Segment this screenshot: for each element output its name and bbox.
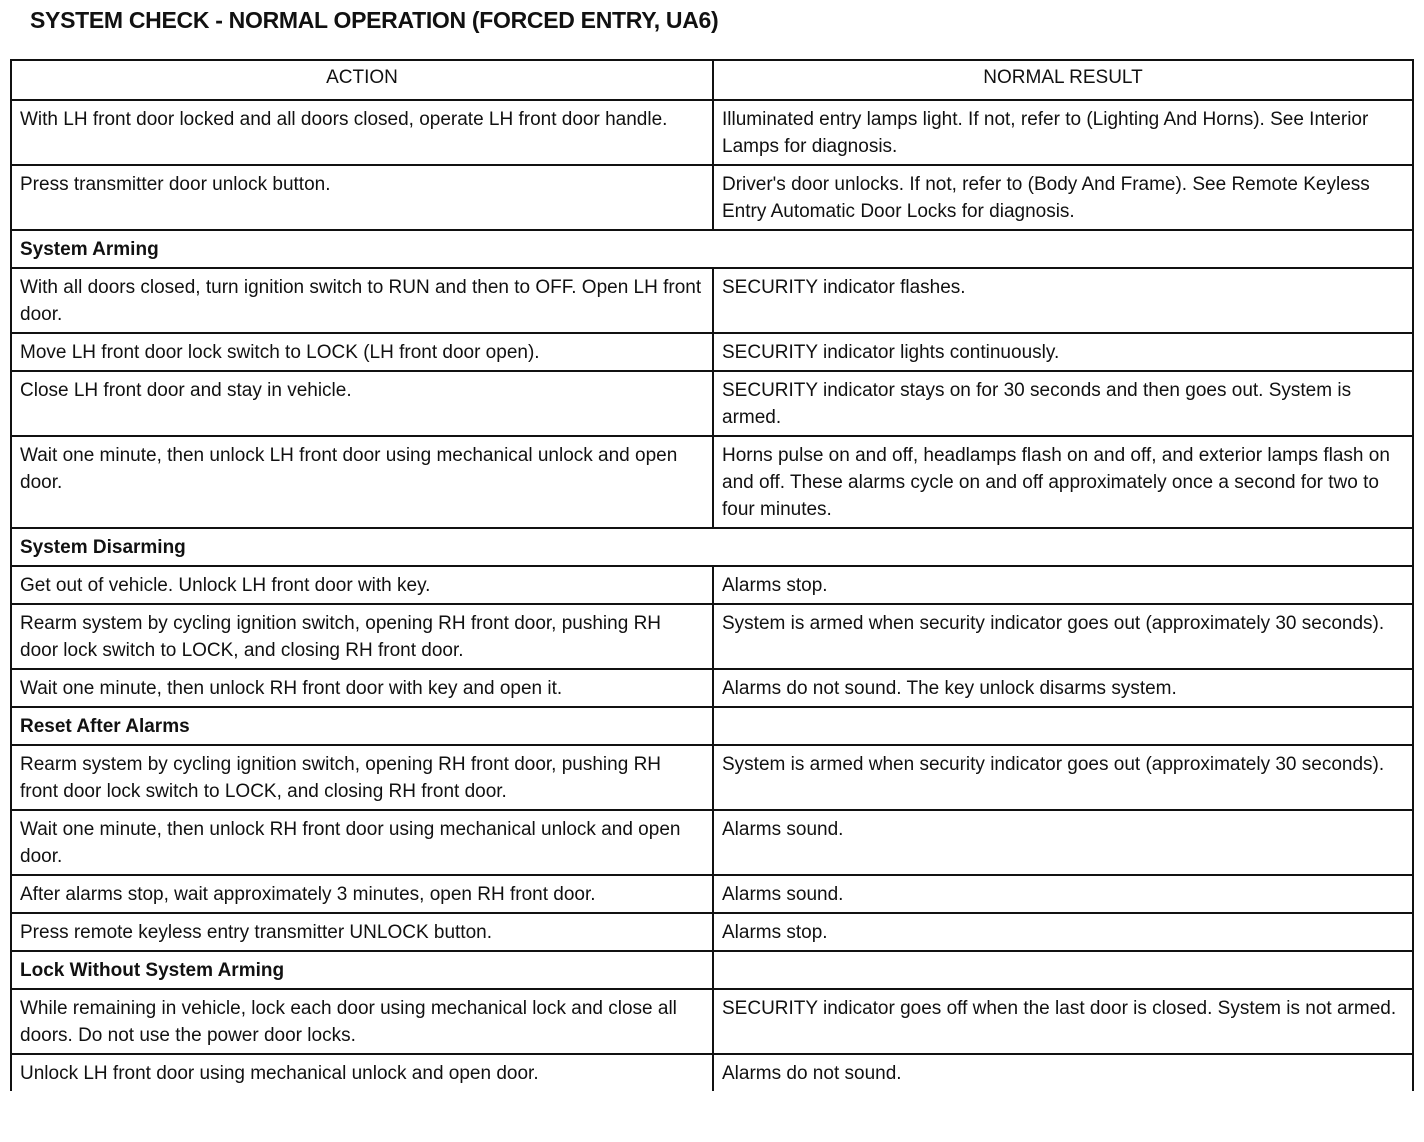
- section-header-label: Reset After Alarms: [11, 707, 713, 745]
- action-cell: With all doors closed, turn ignition switch to RUN and then to OFF. Open LH front door.: [11, 268, 713, 333]
- section-header-label: Lock Without System Arming: [11, 951, 713, 989]
- table-row: [11, 989, 1413, 1054]
- table-row: [11, 745, 1413, 810]
- table-row: [11, 604, 1413, 669]
- table-row: [11, 333, 1413, 371]
- table-body: [11, 100, 1413, 1091]
- table-row: [11, 100, 1413, 165]
- action-cell: While remaining in vehicle, lock each door using mechanical lock and close all doors. Do not use the power door locks.: [11, 989, 713, 1054]
- table-row: [11, 913, 1413, 951]
- result-cell: SECURITY indicator stays on for 30 seconds and then goes out. System is armed.: [713, 371, 1413, 436]
- column-header-normal-result: NORMAL RESULT: [713, 60, 1413, 100]
- action-cell: Press transmitter door unlock button.: [11, 165, 713, 230]
- result-cell: Alarms sound.: [713, 810, 1413, 875]
- action-cell: Unlock LH front door using mechanical unlock and open door.: [11, 1054, 713, 1091]
- action-cell: Wait one minute, then unlock LH front door using mechanical unlock and open door.: [11, 436, 713, 528]
- result-cell: Driver's door unlocks. If not, refer to (Body And Frame). See Remote Keyless Entry Automatic Door Locks for diagnosis.: [713, 165, 1413, 230]
- section-header-row: [11, 230, 1413, 268]
- action-cell: Rearm system by cycling ignition switch, opening RH front door, pushing RH front door lock switch to LOCK, and closing RH front door.: [11, 745, 713, 810]
- result-cell: Alarms sound.: [713, 875, 1413, 913]
- result-cell: SECURITY indicator flashes.: [713, 268, 1413, 333]
- table-row: [11, 707, 1413, 745]
- action-cell: Rearm system by cycling ignition switch, opening RH front door, pushing RH door lock switch to LOCK, and closing RH front door.: [11, 604, 713, 669]
- result-cell: System is armed when security indicator goes out (approximately 30 seconds).: [713, 604, 1413, 669]
- action-cell: Close LH front door and stay in vehicle.: [11, 371, 713, 436]
- page-title: SYSTEM CHECK - NORMAL OPERATION (FORCED ENTRY, UA6): [30, 7, 719, 33]
- table-row: [11, 951, 1413, 989]
- column-header-action: ACTION: [11, 60, 713, 100]
- action-cell: Get out of vehicle. Unlock LH front door with key.: [11, 566, 713, 604]
- action-cell: Move LH front door lock switch to LOCK (LH front door open).: [11, 333, 713, 371]
- result-cell: [713, 707, 1413, 745]
- action-cell: Press remote keyless entry transmitter UNLOCK button.: [11, 913, 713, 951]
- table-row: [11, 1054, 1413, 1091]
- result-cell: Alarms stop.: [713, 913, 1413, 951]
- result-cell: System is armed when security indicator goes out (approximately 30 seconds).: [713, 745, 1413, 810]
- action-cell: With LH front door locked and all doors closed, operate LH front door handle.: [11, 100, 713, 165]
- action-cell: After alarms stop, wait approximately 3 minutes, open RH front door.: [11, 875, 713, 913]
- section-header-label: System Arming: [11, 230, 1413, 268]
- action-cell: Wait one minute, then unlock RH front door with key and open it.: [11, 669, 713, 707]
- table-row: [11, 268, 1413, 333]
- result-cell: SECURITY indicator lights continuously.: [713, 333, 1413, 371]
- result-cell: Horns pulse on and off, headlamps flash on and off, and exterior lamps flash on and off. These alarms cycle on and off approximately once a second for two to four minutes.: [713, 436, 1413, 528]
- result-cell: Alarms do not sound. The key unlock disarms system.: [713, 669, 1413, 707]
- action-cell: Wait one minute, then unlock RH front door using mechanical unlock and open door.: [11, 810, 713, 875]
- table-row: [11, 669, 1413, 707]
- section-header-label: System Disarming: [11, 528, 1413, 566]
- table-header-row: [11, 60, 1413, 100]
- result-cell: Alarms do not sound.: [713, 1054, 1413, 1091]
- result-cell: [713, 951, 1413, 989]
- table-row: [11, 566, 1413, 604]
- result-cell: Illuminated entry lamps light. If not, refer to (Lighting And Horns). See Interior Lamps for diagnosis.: [713, 100, 1413, 165]
- result-cell: SECURITY indicator goes off when the last door is closed. System is not armed.: [713, 989, 1413, 1054]
- table-row: [11, 371, 1413, 436]
- section-header-row: [11, 528, 1413, 566]
- table-row: [11, 165, 1413, 230]
- system-check-table: [10, 59, 1414, 1091]
- table-row: [11, 436, 1413, 528]
- table-row: [11, 810, 1413, 875]
- result-cell: Alarms stop.: [713, 566, 1413, 604]
- table-row: [11, 875, 1413, 913]
